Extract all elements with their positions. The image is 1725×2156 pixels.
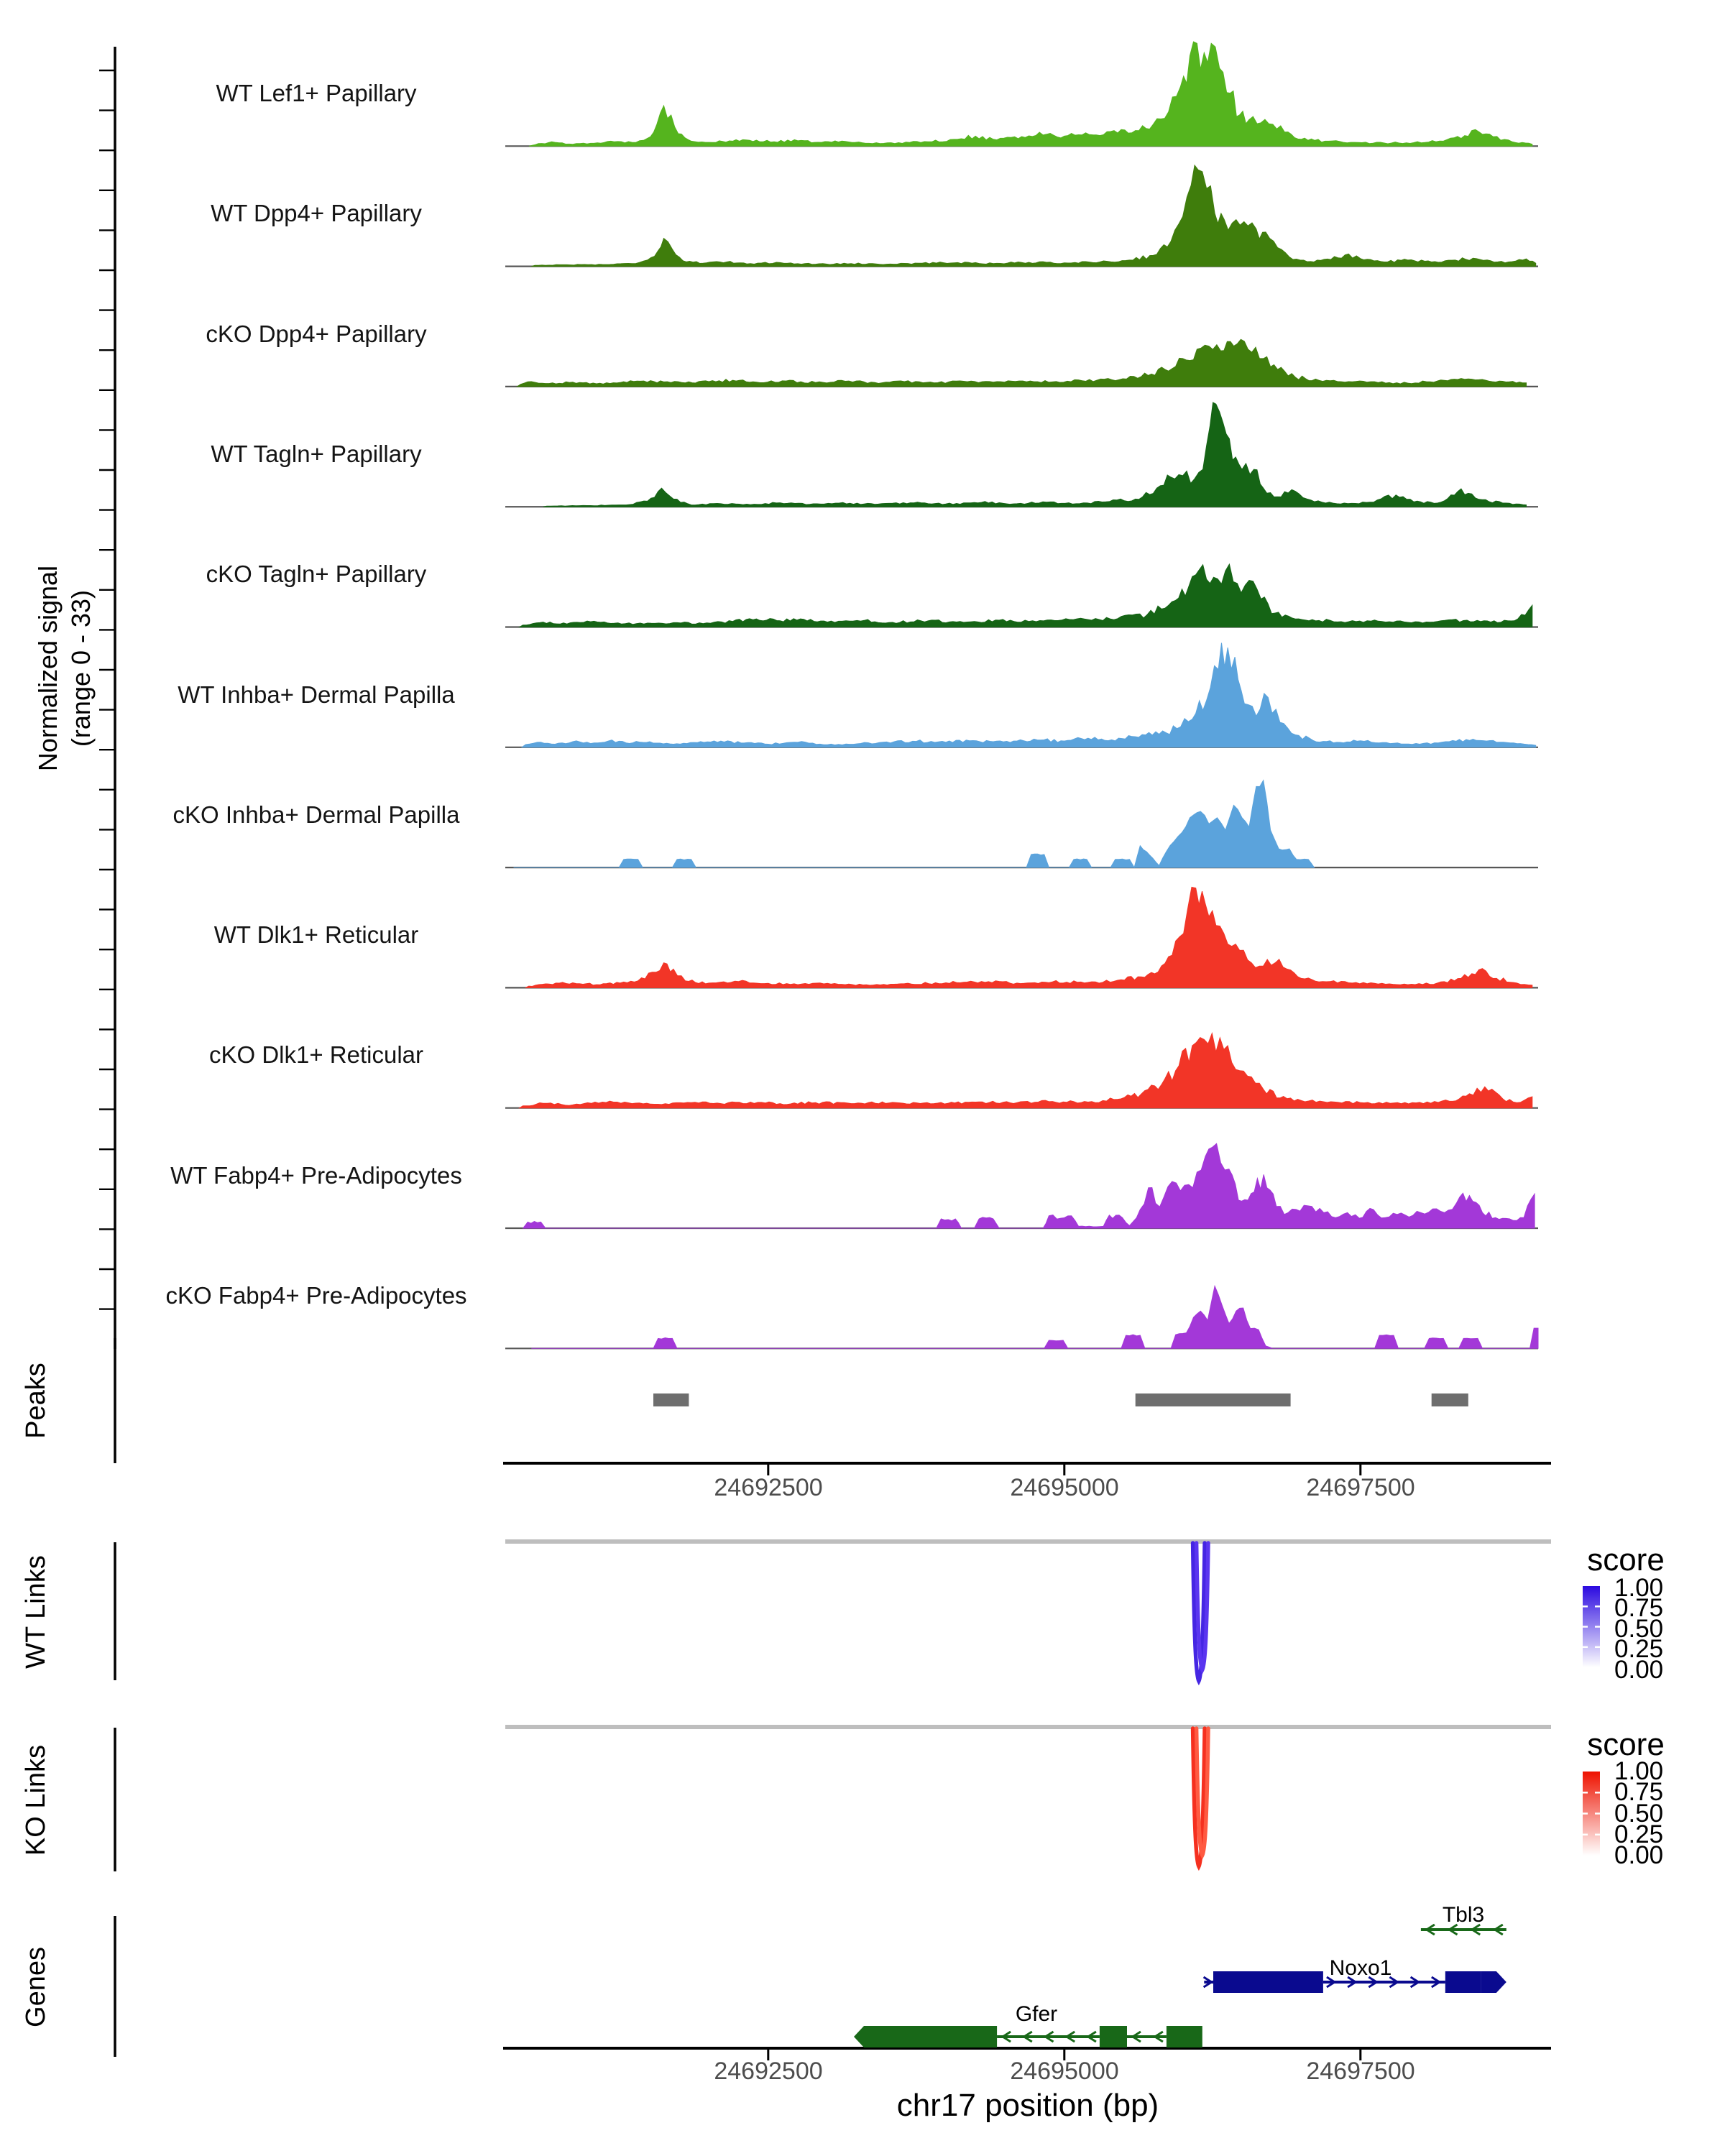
track-label-wt-lef1: WT Lef1+ Papillary: [216, 80, 417, 106]
signal-area-9: [523, 1143, 1535, 1228]
peak-interval-2: [1432, 1393, 1468, 1406]
signal-area-6: [514, 780, 1315, 867]
xaxis-top-tick-1: 24695000: [1010, 1474, 1119, 1501]
track-label-cko-fabp4: cKO Fabp4+ Pre-Adipocytes: [165, 1282, 467, 1309]
xaxis-top-tick-2: 24697500: [1306, 1474, 1415, 1501]
gene-exon-arrow: [1481, 1971, 1506, 1993]
xaxis-bottom-tick-0: 24692500: [714, 2058, 823, 2085]
track-label-wt-tagln: WT Tagln+ Papillary: [211, 441, 422, 467]
y-axis-label-line1: Normalized signal: [33, 565, 63, 772]
gene-label-noxo1: Noxo1: [1329, 1956, 1392, 1980]
section-label-ko-links: KO Links: [21, 1744, 51, 1856]
wt-score-tick-4: 0.00: [1614, 1656, 1664, 1684]
y-axis-label: [32, 438, 98, 898]
section-label-peaks: Peaks: [21, 1363, 51, 1439]
ko-score-tick-1: 0.75: [1614, 1778, 1664, 1806]
gene-exon-arrow: [854, 2026, 997, 2047]
track-label-cko-tagln: cKO Tagln+ Papillary: [206, 561, 427, 587]
xaxis-bottom-tick-1: 24695000: [1010, 2058, 1119, 2085]
track-label-wt-fabp4: WT Fabp4+ Pre-Adipocytes: [170, 1162, 462, 1189]
signal-area-2: [518, 339, 1527, 387]
ko-score-tick-3: 0.25: [1614, 1820, 1664, 1848]
signal-area-7: [525, 888, 1532, 988]
wt-score-legend-title: score: [1587, 1542, 1665, 1577]
gene-exon: [1445, 1971, 1481, 1993]
signal-area-10: [531, 1286, 1538, 1349]
section-label-genes: Genes: [21, 1947, 51, 2027]
wt-score-tick-2: 0.50: [1614, 1615, 1664, 1643]
signal-area-5: [522, 643, 1536, 747]
wt-score-tick-1: 0.75: [1614, 1594, 1664, 1622]
track-label-wt-dlk1: WT Dlk1+ Reticular: [213, 921, 419, 948]
section-label-wt-links: WT Links: [21, 1555, 51, 1669]
ko-score-tick-2: 0.50: [1614, 1800, 1664, 1828]
gene-exon: [1100, 2026, 1127, 2047]
ko-score-tick-0: 1.00: [1614, 1757, 1664, 1785]
ko-score-tick-4: 0.00: [1614, 1841, 1664, 1869]
gene-label-tbl3: Tbl3: [1442, 1903, 1485, 1927]
xaxis-bottom-tick-2: 24697500: [1306, 2058, 1415, 2085]
signal-area-8: [520, 1033, 1532, 1108]
peak-interval-0: [653, 1393, 689, 1406]
track-label-wt-dpp4: WT Dpp4+ Papillary: [211, 200, 422, 226]
signal-area-3: [543, 402, 1527, 507]
signal-area-1: [531, 165, 1535, 267]
wt-score-tick-0: 1.00: [1614, 1574, 1664, 1602]
signal-area-4: [520, 564, 1532, 627]
gene-label-gfer: Gfer: [1015, 2002, 1058, 2026]
gene-exon: [1167, 2026, 1202, 2047]
signal-area-0: [529, 42, 1532, 146]
track-label-wt-inhba: WT Inhba+ Dermal Papilla: [178, 681, 455, 708]
y-axis-label-line2: (range 0 - 33): [66, 589, 96, 747]
peak-interval-1: [1136, 1393, 1291, 1406]
track-label-cko-dpp4: cKO Dpp4+ Papillary: [206, 321, 427, 347]
wt-score-tick-3: 0.25: [1614, 1635, 1664, 1663]
track-label-cko-inhba: cKO Inhba+ Dermal Papilla: [172, 801, 460, 828]
ko-score-legend-title: score: [1587, 1727, 1665, 1762]
x-axis-title: chr17 position (bp): [896, 2088, 1159, 2123]
xaxis-top-tick-0: 24692500: [714, 1474, 823, 1501]
track-label-cko-dlk1: cKO Dlk1+ Reticular: [208, 1041, 423, 1068]
